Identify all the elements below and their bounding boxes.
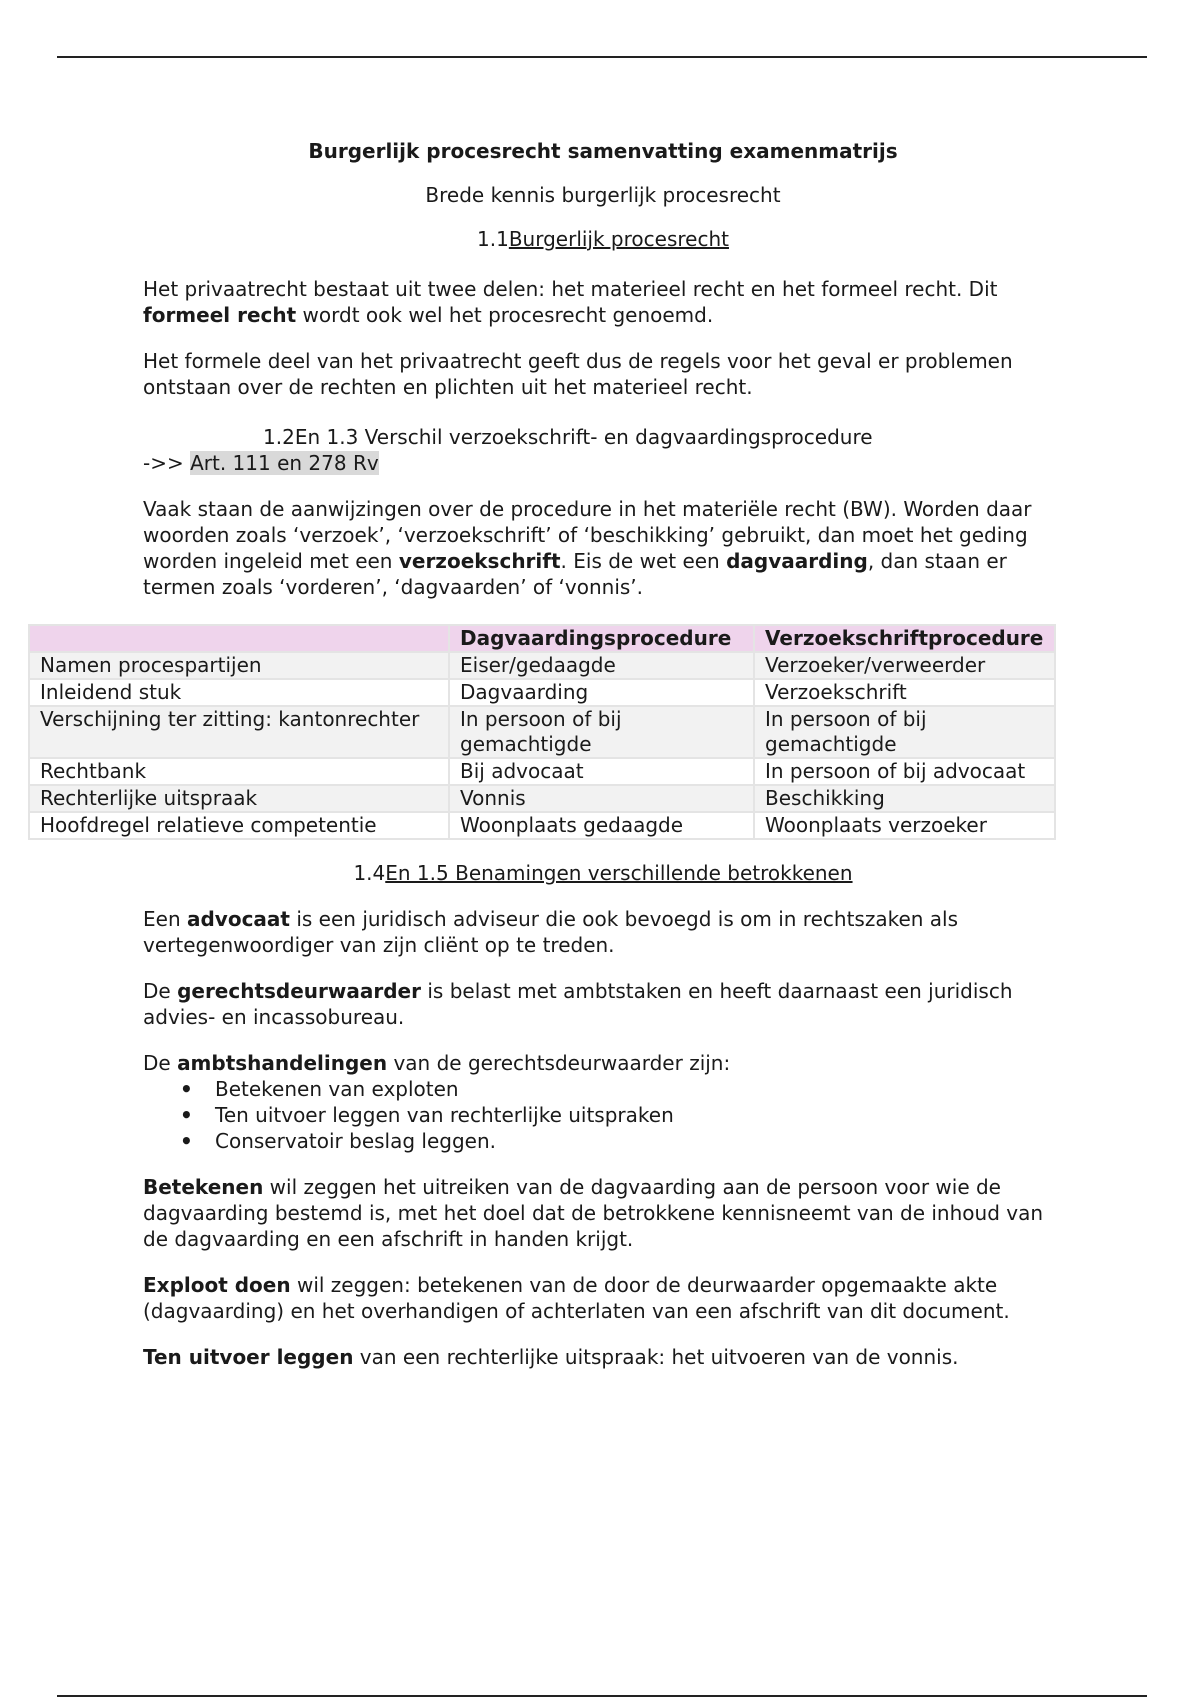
table-cell: Bij advocaat — [449, 758, 754, 785]
table-cell: Namen procespartijen — [29, 652, 449, 679]
text-run: Het privaatrecht bestaat uit twee delen: het materieel recht en het formeel recht. Dit — [143, 277, 998, 301]
text-run: van een rechterlijke uitspraak: het uitvoeren van de vonnis. — [353, 1345, 959, 1369]
table-cell: Inleidend stuk — [29, 679, 449, 706]
table-cell: Rechterlijke uitspraak — [29, 785, 449, 812]
table-cell: In persoon of bij gemachtigde — [754, 706, 1055, 758]
paragraph-ambtshandelingen — [143, 1050, 1063, 1076]
section-title: Burgerlijk procesrecht — [508, 227, 729, 251]
table-cell: Verzoekschrift — [754, 679, 1055, 706]
text-run: De — [143, 979, 178, 1003]
bold-term: verzoekschrift — [398, 549, 561, 573]
bottom-rule — [57, 1695, 1147, 1697]
list-item: • Ten uitvoer leggen van rechterlijke uitspraken — [215, 1102, 1063, 1128]
table-row — [29, 785, 1055, 812]
table-cell: Woonplaats verzoeker — [754, 812, 1055, 839]
table-cell: Beschikking — [754, 785, 1055, 812]
text-run: wil zeggen het uitreiken van de dagvaarding aan de persoon voor wie de dagvaarding bestemd is, met het doel dat de betrokkene kennisneemt van de inhoud van de dagvaarding en een afschrift in handen krijgt. — [143, 1175, 1044, 1251]
text-run: wordt ook wel het procesrecht genoemd. — [296, 303, 714, 327]
section-title: En 1.5 Benamingen verschillende betrokkenen — [385, 861, 853, 885]
table-header-row — [29, 625, 1055, 652]
paragraph-procedure-indication — [143, 496, 1063, 600]
table-cell: Dagvaarding — [449, 679, 754, 706]
text-run: De — [143, 1051, 178, 1075]
text-run: Een — [143, 907, 187, 931]
paragraph-advocaat — [143, 906, 1063, 958]
text-run: van de gerechtsdeurwaarder zijn: — [387, 1051, 731, 1075]
table-header-cell: Verzoekschriftprocedure — [754, 625, 1055, 652]
bold-term: ambtshandelingen — [177, 1051, 388, 1075]
table-cell: Eiser/gedaagde — [449, 652, 754, 679]
table-row — [29, 758, 1055, 785]
list-item: • Betekenen van exploten — [215, 1076, 1063, 1102]
text-run: . Eis de wet een — [560, 549, 727, 573]
highlighted-article: Art. 111 en 278 Rv — [190, 451, 379, 475]
paragraph-gerechtsdeurwaarder — [143, 978, 1063, 1030]
text-run: is belast met ambtstaken en heeft daarnaast een juridisch advies- en incassobureau. — [143, 979, 1013, 1029]
table-cell: Rechtbank — [29, 758, 449, 785]
document-subtitle: Brede kennis burgerlijk procesrecht — [425, 183, 781, 207]
table-cell: Vonnis — [449, 785, 754, 812]
section-number: 1.2 — [263, 425, 295, 449]
paragraph-ten-uitvoer-leggen — [143, 1344, 1063, 1370]
table-cell: In persoon of bij advocaat — [754, 758, 1055, 785]
top-rule — [57, 56, 1147, 58]
section-heading-1-2 — [143, 424, 1063, 450]
table-cell: Woonplaats gedaagde — [449, 812, 754, 839]
paragraph-formal-law: Het formele deel van het privaatrecht geeft dus de regels voor het geval er problemen ontstaan over de rechten en plichten uit het materieel recht. — [143, 349, 1013, 399]
section-heading-1-4 — [143, 860, 1063, 886]
bold-term: Betekenen — [143, 1175, 264, 1199]
table-row — [29, 679, 1055, 706]
text-run: is een juridisch adviseur die ook bevoegd is om in rechtszaken als vertegenwoordiger van zijn cliënt op te treden. — [143, 907, 959, 957]
paragraph-private-law — [143, 276, 1063, 328]
section-number: 1.4 — [353, 861, 386, 885]
table-cell: Hoofdregel relatieve competentie — [29, 812, 449, 839]
document-title: Burgerlijk procesrecht samenvatting examenmatrijs — [308, 139, 898, 163]
paragraph-exploot-doen — [143, 1272, 1063, 1324]
paragraph-betekenen — [143, 1174, 1063, 1252]
section-number: 1.1 — [477, 227, 509, 251]
section-heading-1-1 — [143, 226, 1063, 252]
table-cell: In persoon of bij gemachtigde — [449, 706, 754, 758]
list-item: • Conservatoir beslag leggen. — [215, 1128, 1063, 1154]
section-title: En 1.3 Verschil verzoekschrift- en dagvaardingsprocedure — [294, 425, 873, 449]
text-run: , dan staan er termen zoals ‘vorderen’, ‘dagvaarden’ of ‘vonnis’. — [143, 549, 1007, 599]
table-cell: Verschijning ter zitting: kantonrechter — [29, 706, 449, 758]
table-row — [29, 812, 1055, 839]
table-row — [29, 706, 1055, 758]
table-header-cell: Dagvaardingsprocedure — [449, 625, 754, 652]
table-header-cell — [29, 625, 449, 652]
duties-list — [143, 1076, 1063, 1154]
text-run: wil zeggen: betekenen van de door de deurwaarder opgemaakte akte (dagvaarding) en het overhandigen of achterlaten van een afschrift van dit document. — [143, 1273, 1010, 1323]
bold-term: advocaat — [186, 907, 290, 931]
text-run: Vaak staan de aanwijzingen over de procedure in het materiële recht (BW). Worden daar woorden zoals ‘verzoek’, ‘verzoekschrift’ of ‘beschikking’ gebruikt, dan moet het geding worden ingeleid met een — [143, 497, 1032, 573]
bold-term: dagvaarding — [726, 549, 868, 573]
article-reference — [143, 450, 1063, 476]
procedure-comparison-table — [28, 624, 1056, 840]
bold-term: gerechtsdeurwaarder — [177, 979, 421, 1003]
bold-term: formeel recht — [143, 303, 297, 327]
table-row — [29, 652, 1055, 679]
bold-term: Exploot doen — [143, 1273, 291, 1297]
arrow: ->> — [143, 451, 191, 475]
table-cell: Verzoeker/verweerder — [754, 652, 1055, 679]
bold-term: Ten uitvoer leggen — [143, 1345, 354, 1369]
document-body — [40, 138, 1063, 1370]
